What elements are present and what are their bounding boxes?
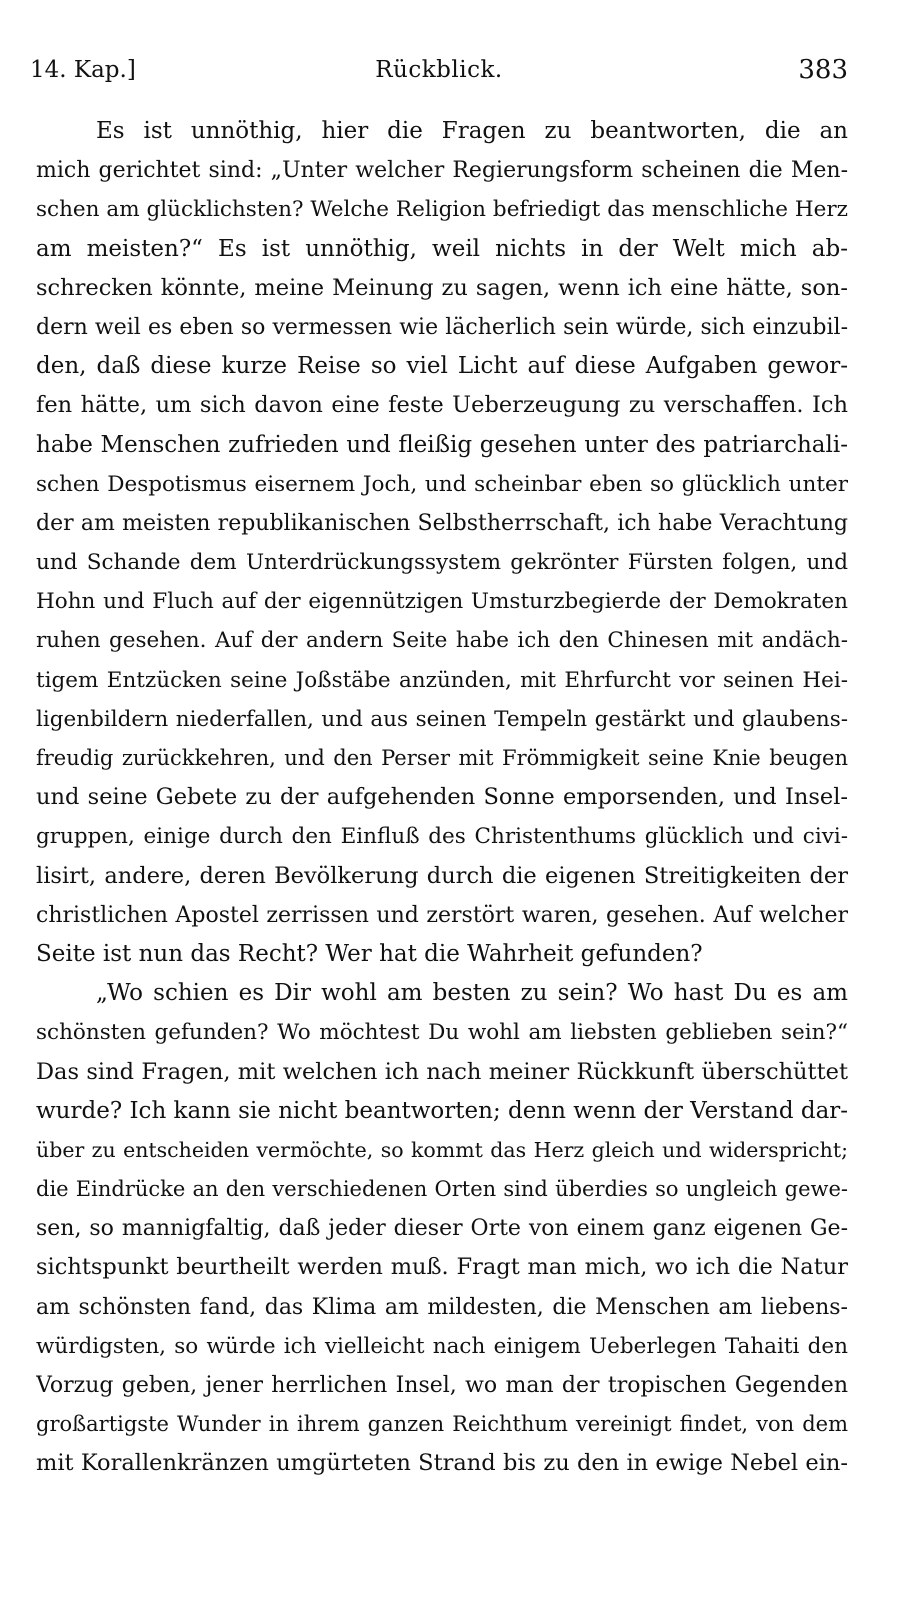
text-line: Es ist unnöthig, hier die Fragen zu beantworten, die an bbox=[96, 118, 848, 144]
text-line: und Schande dem Unterdrückungssystem gekrönter Fürsten folgen, und bbox=[36, 550, 848, 576]
text-line: tigem Entzücken seine Joßstäbe anzünden, mit Ehrfurcht vor seinen Hei- bbox=[36, 667, 848, 693]
text-line: sen, so mannigfaltig, daß jeder dieser Orte von einem ganz eigenen Ge- bbox=[36, 1216, 848, 1242]
chapter-reference: 14. Kap.] bbox=[30, 57, 136, 83]
text-line: Hohn und Fluch auf der eigennützigen Umsturzbegierde der Demokraten bbox=[36, 589, 848, 615]
text-line: fen hätte, um sich davon eine feste Ueberzeugung zu verschaffen. Ich bbox=[36, 392, 848, 419]
text-line: am meisten?“ Es ist unnöthig, weil nichts in der Welt mich ab- bbox=[36, 235, 848, 262]
text-line: Das sind Fragen, mit welchen ich nach meiner Rückkunft überschüttet bbox=[36, 1058, 848, 1085]
body-text bbox=[36, 112, 848, 1484]
text-line: lisirt, andere, deren Bevölkerung durch die eigenen Streitigkeiten der bbox=[36, 862, 848, 889]
text-line: den, daß diese kurze Reise so viel Licht auf diese Aufgaben gewor- bbox=[36, 353, 848, 380]
text-line: großartigste Wunder in ihrem ganzen Reichthum vereinigt findet, von dem bbox=[36, 1412, 848, 1437]
running-title: Rückblick. bbox=[375, 57, 503, 83]
text-line: ruhen gesehen. Auf der andern Seite habe ich den Chinesen mit andäch- bbox=[36, 628, 848, 654]
text-line: sichtspunkt beurtheilt werden muß. Fragt man mich, wo ich die Natur bbox=[36, 1254, 848, 1281]
text-line: Vorzug geben, jener herrlichen Insel, wo man der tropischen Gegenden bbox=[36, 1373, 848, 1398]
text-line: am schönsten fand, das Klima am mildesten, die Menschen am liebens- bbox=[36, 1294, 848, 1320]
text-line: über zu entscheiden vermöchte, so kommt das Herz gleich und widerspricht; bbox=[36, 1137, 848, 1162]
text-line: habe Menschen zufrieden und fleißig gesehen unter des patriarchali- bbox=[36, 431, 848, 458]
text-line: die Eindrücke an den verschiedenen Orten sind überdies so ungleich gewe- bbox=[36, 1177, 848, 1202]
text-line: schönsten gefunden? Wo möchtest Du wohl am liebsten geblieben sein?“ bbox=[36, 1020, 848, 1046]
text-line: dern weil es eben so vermessen wie lächerlich sein würde, sich einzubil- bbox=[36, 314, 848, 340]
text-line: würdigsten, so würde ich vielleicht nach einigem Ueberlegen Tahaiti den bbox=[36, 1333, 848, 1359]
text-line: ligenbildern niederfallen, und aus seinen Tempeln gestärkt und glaubens- bbox=[36, 706, 848, 732]
running-head bbox=[30, 50, 848, 90]
text-line: der am meisten republikanischen Selbstherrschaft, ich habe Verachtung bbox=[36, 510, 848, 536]
text-line: und seine Gebete zu der aufgehenden Sonne emporsenden, und Insel- bbox=[36, 784, 848, 811]
text-line: „Wo schien es Dir wohl am besten zu sein? Wo hast Du es am bbox=[96, 980, 848, 1007]
text-line: wurde? Ich kann sie nicht beantworten; denn wenn der Verstand dar- bbox=[36, 1097, 848, 1124]
text-line: schrecken könnte, meine Meinung zu sagen, wenn ich eine hätte, son- bbox=[36, 274, 848, 301]
text-line: mit Korallenkränzen umgürteten Strand bis zu den in ewige Nebel ein- bbox=[36, 1450, 848, 1477]
text-line: schen am glücklichsten? Welche Religion befriedigt das menschliche Herz bbox=[36, 197, 848, 223]
text-line: Seite ist nun das Recht? Wer hat die Wahrheit gefunden? bbox=[36, 940, 703, 967]
text-line: gruppen, einige durch den Einfluß des Christenthums glücklich und civi- bbox=[36, 824, 848, 850]
page-number: 383 bbox=[798, 55, 848, 85]
text-line: christlichen Apostel zerrissen und zerstört waren, gesehen. Auf welcher bbox=[36, 902, 848, 928]
text-line: mich gerichtet sind: „Unter welcher Regierungsform scheinen die Men- bbox=[36, 158, 848, 184]
text-line: schen Despotismus eisernem Joch, und scheinbar eben so glücklich unter bbox=[36, 471, 848, 497]
text-line: freudig zurückkehren, und den Perser mit Frömmigkeit seine Knie beugen bbox=[36, 746, 848, 770]
